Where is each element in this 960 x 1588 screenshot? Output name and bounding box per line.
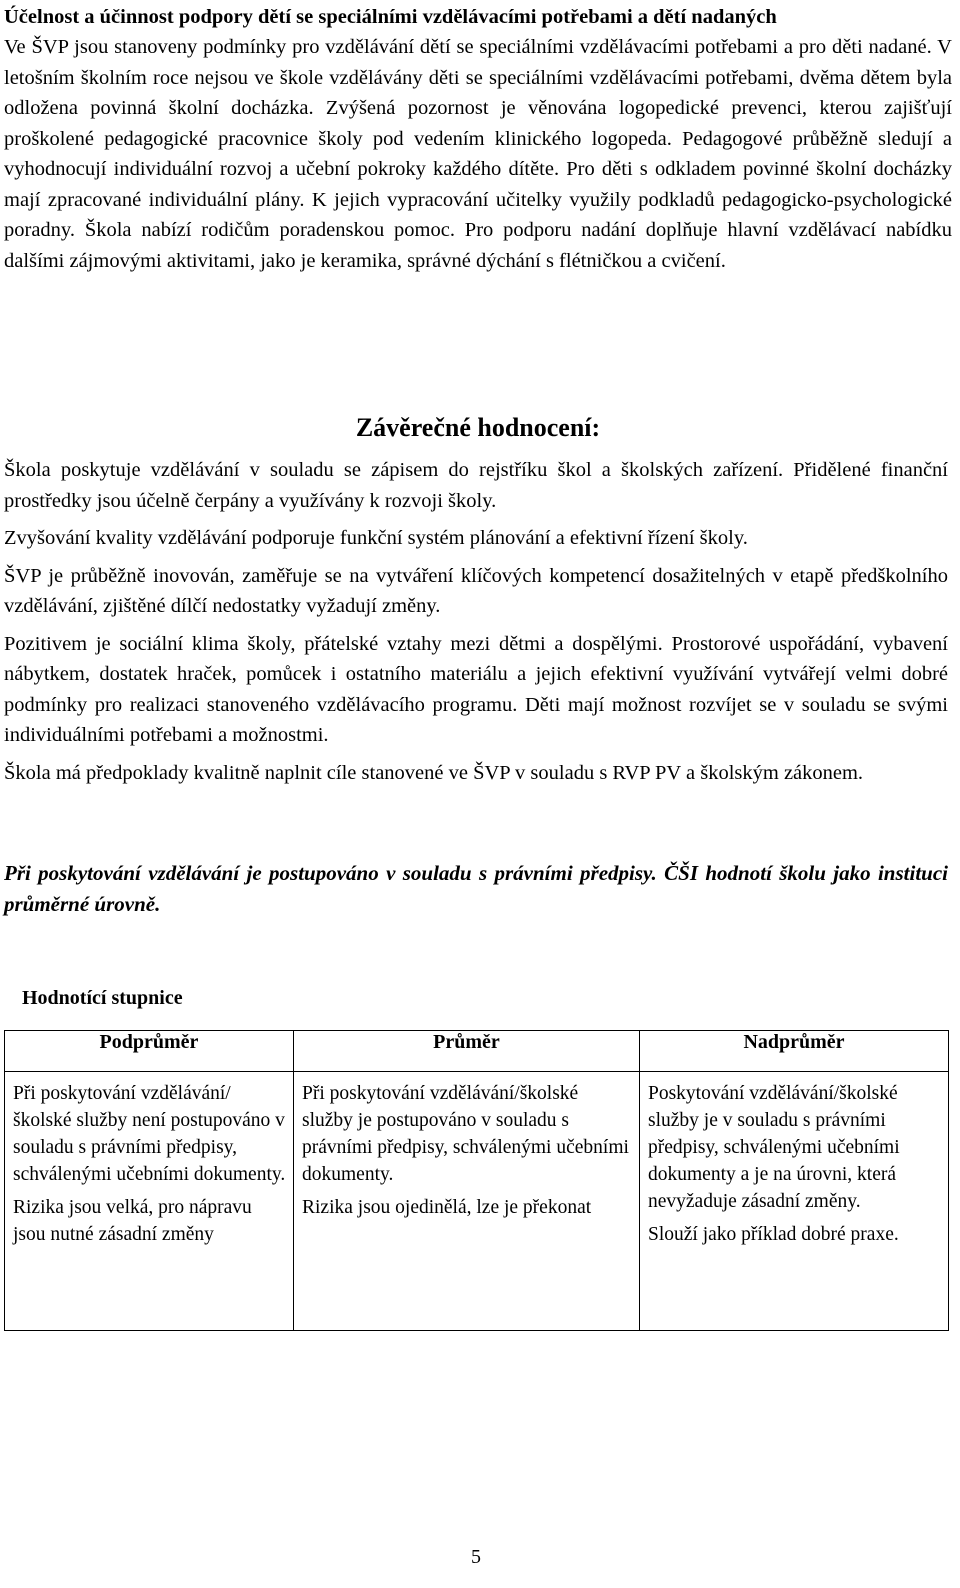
document-page bbox=[4, 0, 952, 1568]
cell-below-average bbox=[5, 1072, 294, 1331]
final-paragraph: Zvyšování kvality vzdělávání podporuje funkční systém plánování a efektivní řízení školy. bbox=[4, 527, 748, 549]
table-header-row bbox=[5, 1031, 949, 1072]
final-paragraph: Škola má předpoklady kvalitně naplnit cíle stanovené ve ŠVP v souladu s RVP PV a školským zákonem. bbox=[4, 761, 864, 784]
table-row bbox=[5, 1072, 949, 1331]
cell-text: Slouží jako příklad dobré praxe. bbox=[648, 1224, 899, 1245]
header-below-average: Podprůměr bbox=[5, 1031, 294, 1072]
cell-average bbox=[294, 1072, 640, 1331]
support-heading: Účelnost a účinnost podpory dětí se speciálními vzdělávacími potřebami a dětí nadaných bbox=[4, 6, 777, 28]
header-average: Průměr bbox=[294, 1031, 640, 1072]
cell-above-average bbox=[640, 1072, 949, 1331]
final-evaluation-section bbox=[4, 455, 948, 788]
final-paragraph: Škola poskytuje vzdělávání v souladu se zápisem do rejstříku škol a školských zařízení. Přidělené finanční prostředky jsou účelně čerpány a využívány k rozvoji školy. bbox=[4, 459, 948, 512]
cell-text: Rizika jsou ojedinělá, lze je překonat bbox=[302, 1197, 592, 1218]
final-evaluation-heading: Závěrečné hodnocení: bbox=[355, 413, 601, 442]
final-conclusion: Při poskytování vzdělávání je postupováno v souladu s právními předpisy. ČŠI hodnotí školu jako instituci průměrné úrovně. bbox=[4, 861, 948, 916]
final-paragraph: ŠVP je průběžně inovován, zaměřuje se na vytváření klíčových kompetencí dosažitelných v etapě předškolního vzdělávání, zjištěné dílčí nedostatky vyžadují změny. bbox=[4, 564, 948, 617]
evaluation-scale-table bbox=[4, 1030, 949, 1331]
scale-caption: Hodnotící stupnice bbox=[22, 987, 183, 1009]
final-paragraph: Pozitivem je sociální klima školy, přátelské vztahy mezi dětmi a dospělými. Prostorové uspořádání, vybavení nábytkem, dostatek hraček, pomůcek i ostatního materiálu a jejich efektivní využívání vytvářejí velmi dobré podmínky pro realizaci stanoveného vzdělávacího programu. Děti mají možnost rozvíjet se v souladu se svými individuálními potřebami a možnostmi. bbox=[4, 632, 948, 746]
header-above-average: Nadprůměr bbox=[640, 1031, 949, 1072]
cell-text: Rizika jsou velká, pro nápravu jsou nutné zásadní změny bbox=[13, 1197, 252, 1245]
cell-text: Při poskytování vzdělávání/školské služby je postupováno v souladu s právními předpisy, schválenými učebními dokumenty. bbox=[302, 1083, 629, 1185]
page-number: 5 bbox=[471, 1546, 481, 1568]
support-paragraph: Ve ŠVP jsou stanoveny podmínky pro vzdělávání dětí se speciálními vzdělávacími potřebami a pro děti nadané. V letošním školním roce nejsou ve škole vzdělávány děti se speciálními vzdělávacími potřebami, dvěma dětem byla odložena povinná školní docházka. Zvýšená pozornost je věnována logopedické prevenci, kterou zajišťují proškolené pedagogické pracovnice školy pod vedením klinického logopeda. Pedagogové průběžně sledují a vyhodnocují individuální rozvoj a učební pokroky každého dítěte. Pro děti s odkladem povinné školní docházky mají zpracované individuální plány. K jejich vypracování učitelky využily podkladů pedagogicko-psychologické poradny. Škola nabízí rodičům poradenskou pomoc. Pro podporu nadání doplňuje hlavní vzdělávací nabídku dalšími zájmovými aktivitami, jako je keramika, správné dýchání s flétničkou a cvičení. bbox=[4, 36, 952, 272]
cell-text: Při poskytování vzdělávání/školské služby není postupováno v souladu s právními předpisy, schválenými učebními dokumenty. bbox=[13, 1083, 286, 1185]
cell-text: Poskytování vzdělávání/školské služby je v souladu s právními předpisy, schválenými učebními dokumenty a je na úrovni, která nevyžaduje zásadní změny. bbox=[648, 1083, 900, 1212]
